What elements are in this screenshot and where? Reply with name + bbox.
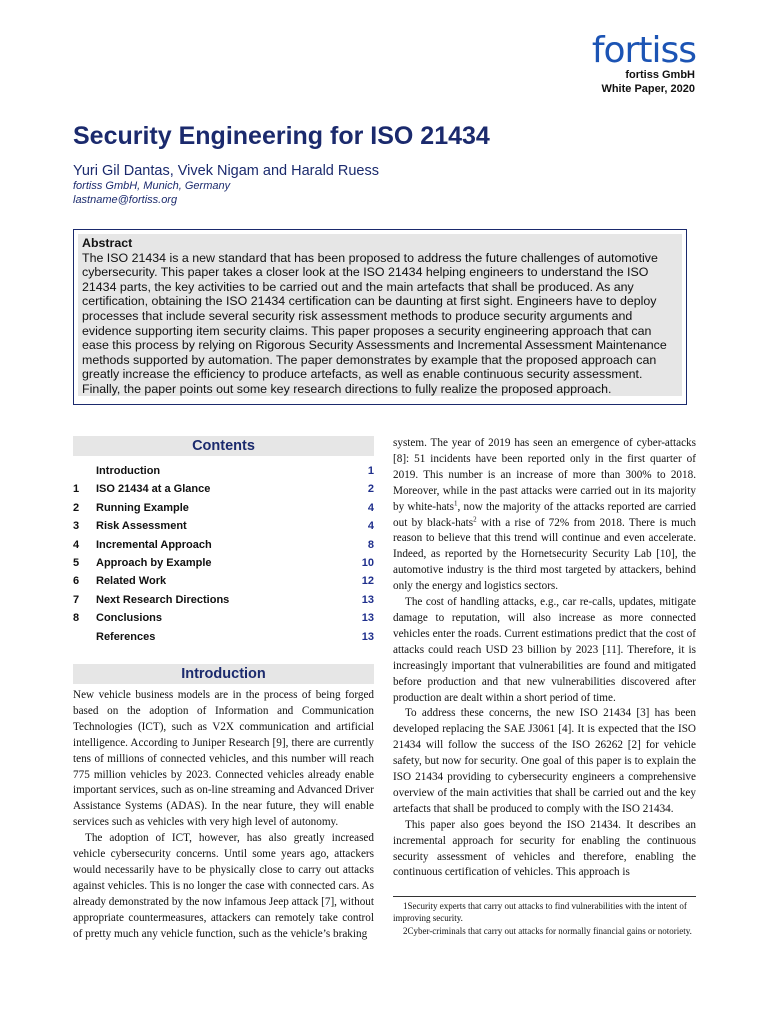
- toc-title[interactable]: Running Example: [96, 501, 189, 514]
- table-of-contents: [73, 436, 374, 649]
- toc-page-number[interactable]: 12: [361, 575, 374, 588]
- email[interactable]: lastname@fortiss.org: [73, 193, 178, 206]
- abstract-text: The ISO 21434 is a new standard that has been proposed to address the future challenges of automotive cybersecurity. This paper takes a closer look at the ISO 21434 helping engineers to understand the ISO 21434 parts, the key activities to be carried out and the main artefacts that shall be produced. As any certification, obtaining the ISO 21434 certification can be daunting at first sight. Engineers have to deploy processes that include several security risk assessment methods to produce security arguments and evidence supporting item security claims. This paper proposes a security engineering approach that can ease this process by relying on Rigorous Security Assessments and Incremental Assessment Maintenance methods supported by automation. The paper demonstrates by example that the proposed approach can greatly increase the efficiency to produce artefacts, as well as enable continuous security assessment. Finally, the paper points out some key research directions to fully realize the proposed approach.: [82, 250, 667, 396]
- toc-title[interactable]: References: [96, 630, 156, 643]
- introduction-heading: Introduction: [73, 664, 374, 684]
- toc-entry[interactable]: [73, 465, 374, 483]
- toc-page-number[interactable]: 1: [367, 465, 374, 477]
- paper-title: Security Engineering for ISO 21434: [73, 122, 490, 150]
- org-name: fortiss GmbH: [625, 69, 695, 81]
- toc-number: 8: [73, 612, 80, 625]
- toc-number: 2: [73, 501, 80, 514]
- col2-p1-part-b: , now the majority of the attacks reported are carried out by black-hats: [393, 500, 696, 529]
- contents-heading: Contents: [73, 436, 374, 456]
- toc-page-number[interactable]: 2: [367, 483, 374, 496]
- toc-page-number[interactable]: 4: [367, 520, 374, 533]
- toc-list: [73, 465, 374, 649]
- col2-p1-part-a: system. The year of 2019 has seen an emergence of cyber-attacks [8]: 51 incidents have been reported only in the first quarter of 2019. This number is an increase of more than 300% to 2018. Moreover, while in the past attacks were carried out in its majority by white-hats: [393, 437, 696, 513]
- toc-page-number[interactable]: 4: [367, 501, 374, 514]
- toc-page-number[interactable]: 8: [367, 538, 374, 551]
- toc-number: 6: [73, 575, 80, 588]
- toc-title[interactable]: Next Research Directions: [96, 593, 230, 606]
- affiliation: fortiss GmbH, Munich, Germany: [73, 180, 231, 192]
- toc-number: 3: [73, 520, 80, 533]
- col2-paragraph-2: The cost of handling attacks, e.g., car re-calls, updates, mitigate damage to reputation, will also increase as more connected vehicles enter the roads. Current estimations predict that the cost of attacks could reach USD 23 billion by 2023 [11]. Therefore, it is increasingly important that vulnerabilities are found and mitigated before production and that new vulnerabilities discovered after production are dealt within a short period of time.: [393, 596, 696, 704]
- footnote-1-mark[interactable]: 1: [454, 498, 458, 507]
- fortiss-logo: fortiss: [591, 30, 696, 71]
- affiliation-block: [73, 180, 230, 207]
- abstract-content: [78, 234, 682, 396]
- toc-entry[interactable]: [73, 539, 374, 557]
- toc-title[interactable]: Introduction: [96, 465, 161, 477]
- toc-entry[interactable]: [73, 483, 374, 501]
- toc-number: 4: [73, 538, 80, 551]
- toc-number: 1: [73, 483, 80, 496]
- toc-title[interactable]: Approach by Example: [96, 556, 212, 569]
- toc-title[interactable]: Risk Assessment: [96, 520, 187, 533]
- toc-entry[interactable]: [73, 631, 374, 649]
- intro-paragraph-1: New vehicle business models are in the process of being forged based on the adoption of Information and Communication Technologies (ICT), such as V2X communication and artificial intelligence. According to Juniper Research [9], there are currently tens of millions of connected vehicles, and this number will reach 775 million vehicles by 2023. Connected vehicles already enable important services, such as on-line streaming and Advanced Driver Assistance Systems (ADAS). In the near future, they will enable services such as vehicles with very high level of autonomy.: [73, 689, 374, 829]
- doc-type: White Paper, 2020: [601, 83, 695, 95]
- toc-entry[interactable]: [73, 612, 374, 630]
- toc-entry[interactable]: [73, 502, 374, 520]
- toc-entry[interactable]: [73, 575, 374, 593]
- toc-entry[interactable]: [73, 557, 374, 575]
- footnote-2: 2Cyber-criminals that carry out attacks for normally financial gains or notoriety.: [403, 926, 692, 936]
- introduction-section: [73, 664, 374, 943]
- toc-number: 5: [73, 556, 80, 569]
- toc-title[interactable]: Conclusions: [96, 612, 163, 625]
- toc-title[interactable]: ISO 21434 at a Glance: [96, 483, 211, 496]
- col2-paragraph-3: To address these concerns, the new ISO 21434 [3] has been developed replacing the SAE J3061 [4]. It is expected that the ISO 21434 will follow the success of the ISO 26262 [2] for vehicle safety, but now for security. One goal of this paper is to explain the ISO 21434 providing to cybersecurity engineers a comprehensive overview of the main activities that shall be carried out and the key artefacts that shall be produced to comply with the ISO 21434.: [393, 707, 696, 815]
- toc-title[interactable]: Incremental Approach: [96, 538, 212, 551]
- toc-page-number[interactable]: 13: [361, 593, 374, 606]
- footnote-2-mark[interactable]: 2: [473, 514, 477, 523]
- col2-p1-part-c: with a rise of 72% from 2018. There is much reason to believe that this trend will continue and even accelerate. Indeed, as reported by the Hornetsecurity Security Lab [10], the automotive industry is the third most targeted by attackers, behind only the energy and logistics sectors.: [393, 516, 696, 593]
- col2-paragraph-1: [393, 436, 696, 595]
- toc-number: 7: [73, 593, 80, 606]
- intro-paragraph-2: The adoption of ICT, however, has also greatly increased vehicle cybersecurity concerns. Until some years ago, attackers would necessarily have to be physically close to carry out attacks against vehicles. This is no longer the case with connected cars. As already demonstrated by the now infamous Jeep attack [7], without appropriate countermeasures, attackers can remotely take control of pretty much any vehicle function, such as the vehicle’s braking: [73, 832, 374, 940]
- abstract-heading: Abstract: [82, 236, 133, 250]
- authors: Yuri Gil Dantas, Vivek Nigam and Harald Ruess: [73, 163, 379, 179]
- toc-page-number[interactable]: 13: [361, 630, 374, 643]
- col2-paragraph-4: This paper also goes beyond the ISO 21434. It describes an incremental approach for security for enabling the continuous security assessment of vehicles and therefore, enabling the continuous certification of vehicles. This approach is: [393, 818, 696, 879]
- toc-title[interactable]: Related Work: [96, 575, 167, 588]
- abstract-box: [73, 229, 687, 405]
- org-info: [601, 68, 695, 96]
- footnote-1: 1Security experts that carry out attacks to find vulnerabilities with the intent of improving security.: [393, 901, 687, 923]
- right-column: [393, 436, 696, 881]
- footnotes: [393, 896, 696, 940]
- toc-page-number[interactable]: 13: [361, 612, 374, 625]
- toc-page-number[interactable]: 10: [361, 556, 374, 569]
- toc-entry[interactable]: [73, 520, 374, 538]
- toc-entry[interactable]: [73, 594, 374, 612]
